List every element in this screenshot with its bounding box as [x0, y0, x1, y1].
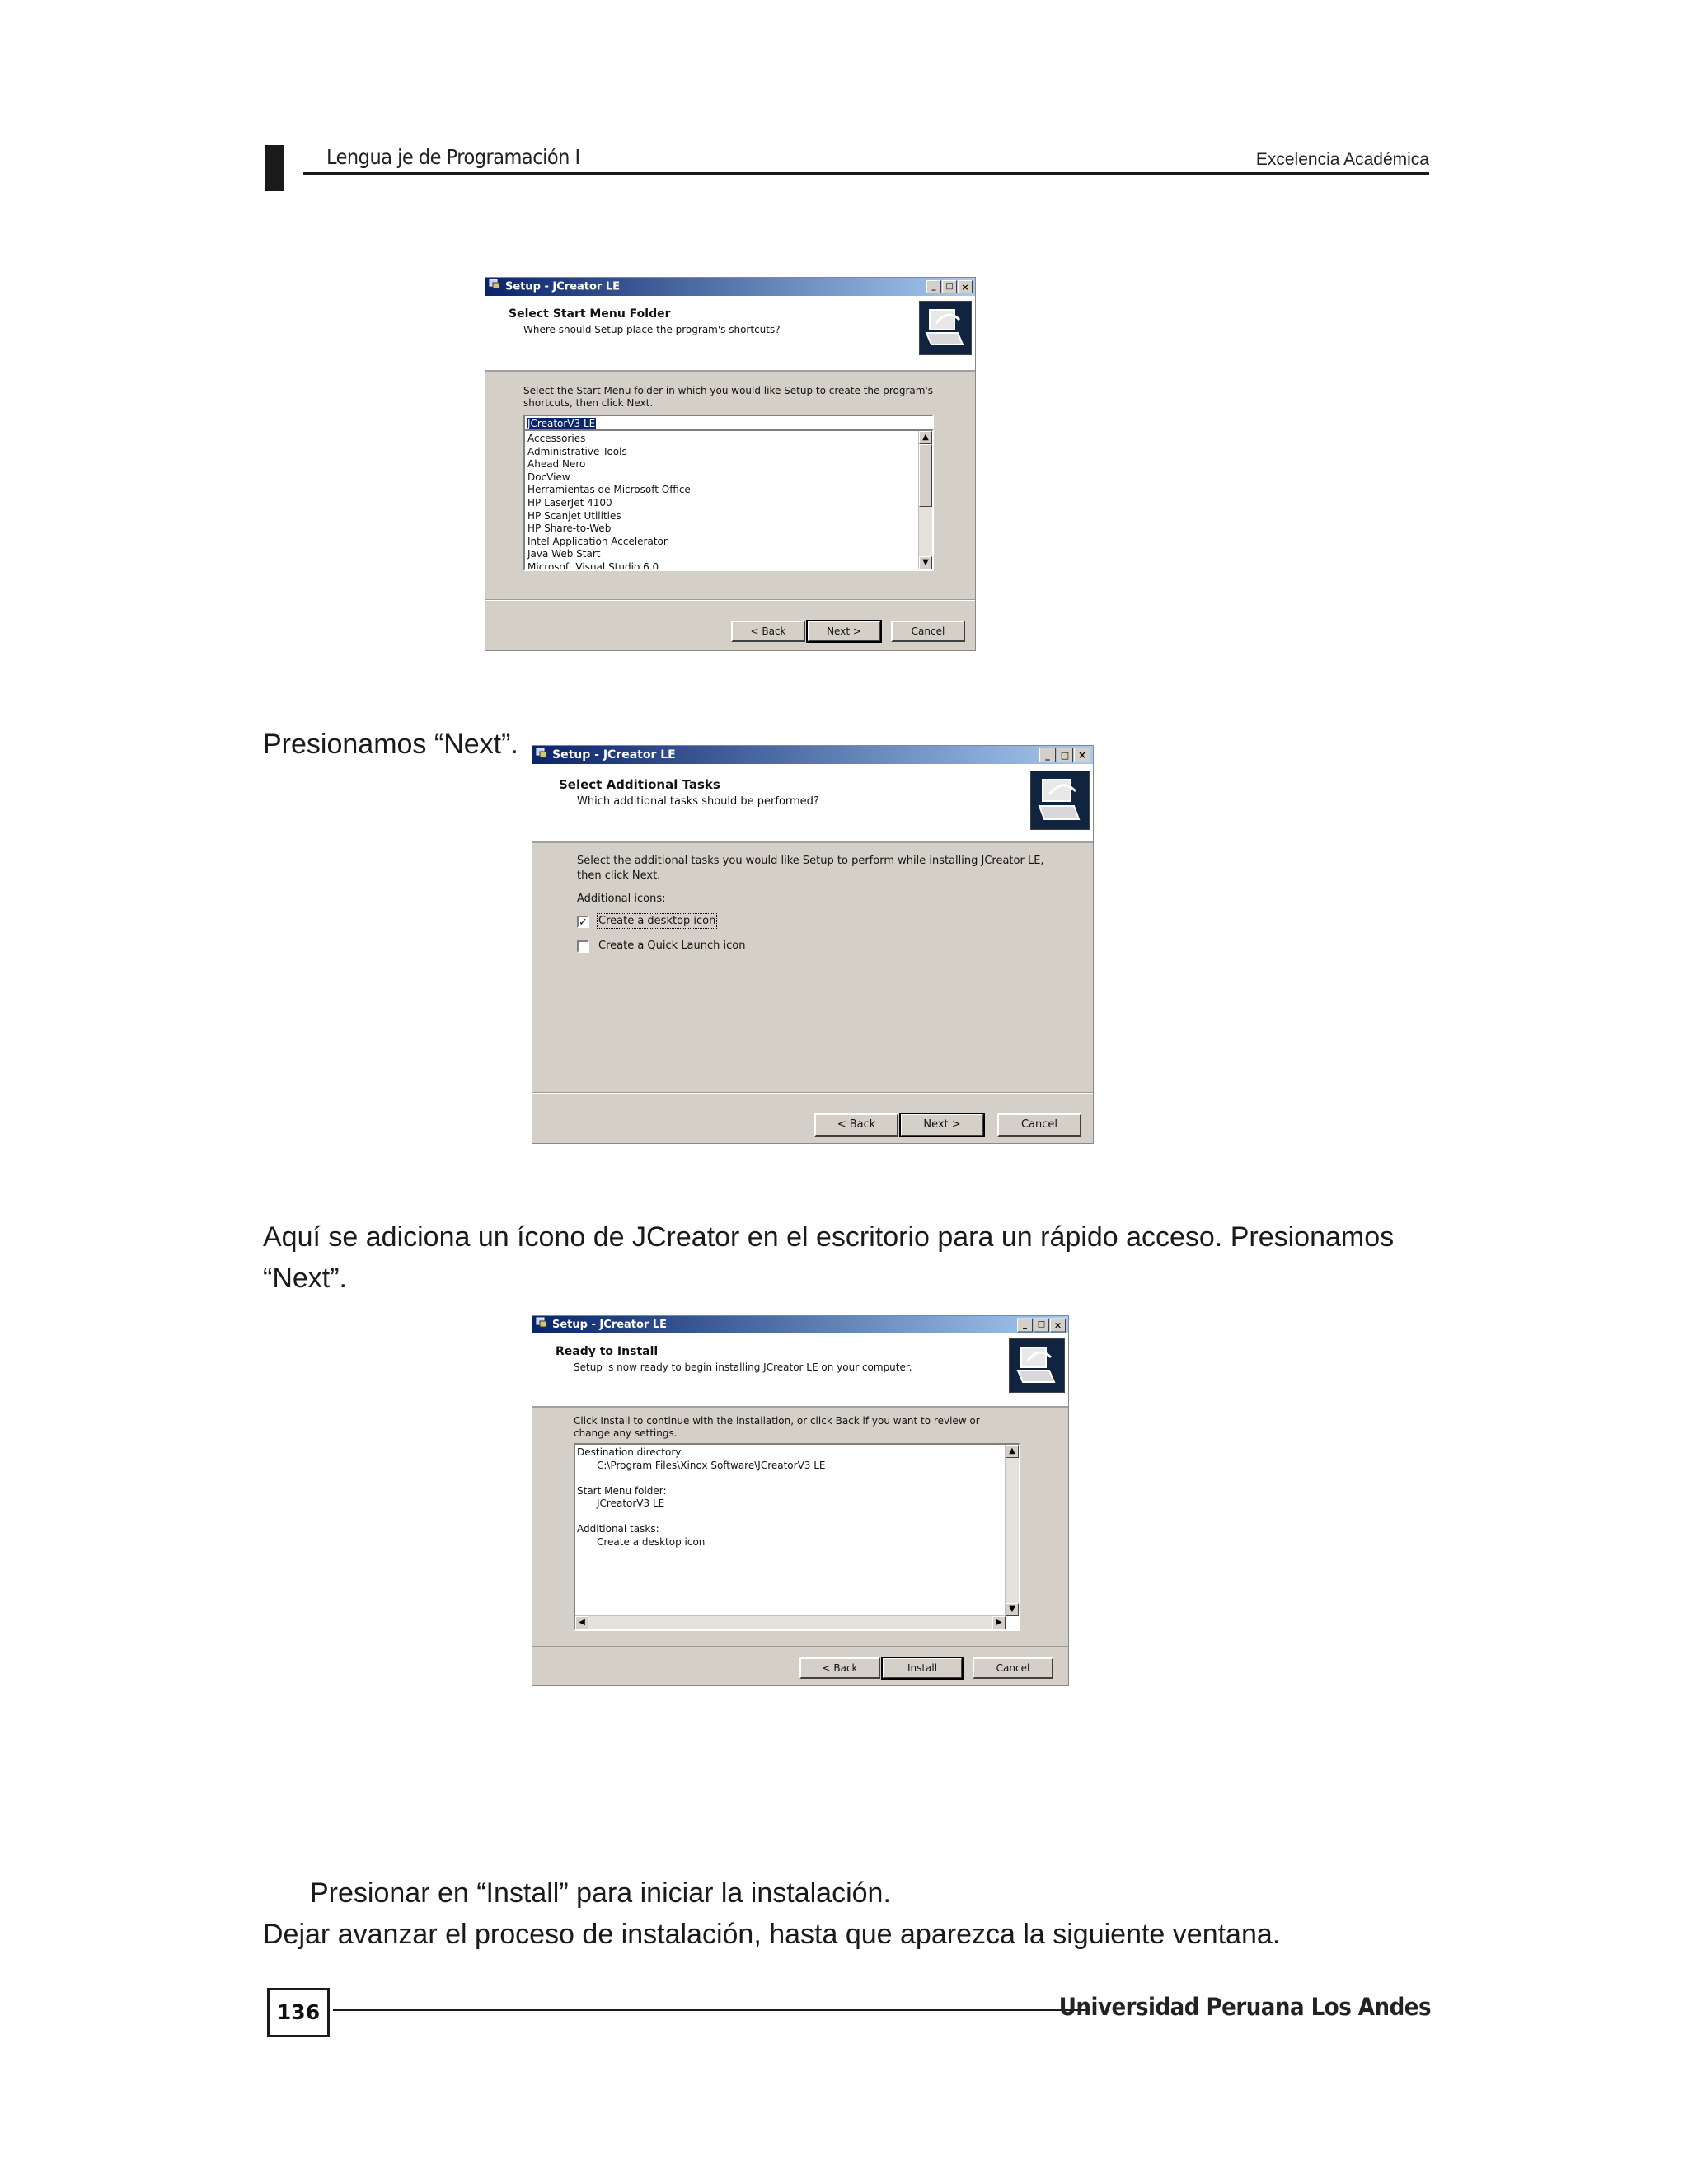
- dialog3-window-controls: [1017, 1318, 1066, 1332]
- dialog3-subheading: Setup is now ready to begin installing JCreator LE on your computer.: [574, 1361, 912, 1373]
- footer-university: Universidad Peruana Los Andes: [1058, 1993, 1431, 2021]
- scroll-down-icon[interactable]: ▼: [919, 556, 932, 569]
- dialog-ready-to-install: [532, 1315, 1069, 1686]
- dialog1-bottom-separator: [485, 599, 975, 601]
- back-button[interactable]: < Back: [799, 1657, 880, 1679]
- minimize-icon[interactable]: _: [1017, 1318, 1033, 1332]
- dialog3-heading: Ready to Install: [556, 1345, 659, 1358]
- list-item[interactable]: Intel Application Accelerator: [528, 535, 668, 547]
- minimize-icon[interactable]: _: [926, 280, 941, 293]
- install-summary-memo[interactable]: [574, 1443, 1020, 1631]
- summary-content: [577, 1446, 826, 1549]
- summary-label: Additional tasks:: [577, 1523, 659, 1535]
- scroll-thumb[interactable]: [919, 444, 932, 507]
- footer-rule: [333, 2009, 1090, 2011]
- list-item[interactable]: Administrative Tools: [528, 445, 627, 457]
- setup-app-icon: [536, 746, 547, 764]
- dialog1-title: Setup - JCreator LE: [505, 280, 621, 293]
- dialog3-banner: [532, 1333, 1068, 1408]
- back-button[interactable]: < Back: [731, 621, 805, 642]
- dialog3-instruction-1: Click Install to continue with the installation, or click Back if you want to review or: [574, 1415, 980, 1427]
- dialog1-banner: [485, 296, 975, 372]
- back-button[interactable]: < Back: [814, 1113, 898, 1137]
- dialog2-window-controls: [1039, 748, 1090, 762]
- dialog1-window-controls: [926, 280, 973, 293]
- dialog2-subheading: Which additional tasks should be performed?: [577, 795, 819, 808]
- setup-computer-icon: [1030, 771, 1090, 830]
- list-item[interactable]: Accessories: [528, 433, 586, 444]
- dialog1-instruction-1: Select the Start Menu folder in which you would like Setup to create the program's: [523, 385, 933, 396]
- dialog2-heading: Select Additional Tasks: [559, 777, 720, 792]
- page-number: 136: [267, 1988, 330, 2037]
- setup-computer-icon: [1009, 1338, 1065, 1393]
- install-button[interactable]: Install: [882, 1657, 963, 1679]
- list-item[interactable]: Ahead Nero: [528, 458, 586, 471]
- start-menu-folder-value: JCreatorV3 LE: [528, 418, 596, 429]
- setup-app-icon: [489, 278, 500, 296]
- close-icon[interactable]: ×: [1074, 748, 1090, 762]
- dialog2-instruction-1: Select the additional tasks you would like Setup to perform while installing JCreator LE,: [577, 855, 1044, 867]
- memo-vertical-scrollbar[interactable]: [1005, 1445, 1019, 1616]
- dialog2-title: Setup - JCreator LE: [552, 748, 676, 762]
- maximize-icon[interactable]: □: [942, 280, 957, 293]
- folder-list-scrollbar[interactable]: [918, 431, 932, 569]
- scroll-down-icon[interactable]: ▼: [1006, 1603, 1019, 1616]
- header-course-title: Lengua je de Programación I: [326, 145, 580, 169]
- dialog2-banner: [532, 764, 1093, 843]
- summary-label: Start Menu folder:: [577, 1484, 667, 1497]
- quick-launch-checkbox[interactable]: [577, 940, 589, 953]
- dialog3-title: Setup - JCreator LE: [552, 1319, 668, 1331]
- list-item[interactable]: Herramientas de Microsoft Office: [528, 484, 691, 496]
- maximize-icon[interactable]: □: [1034, 1318, 1049, 1332]
- dialog1-titlebar[interactable]: [485, 278, 975, 296]
- summary-label: Destination directory:: [577, 1446, 684, 1458]
- scroll-left-icon[interactable]: ◀: [575, 1616, 588, 1629]
- scroll-up-icon[interactable]: ▲: [1006, 1445, 1019, 1458]
- start-menu-folder-list[interactable]: [523, 429, 934, 571]
- minimize-icon[interactable]: _: [1039, 748, 1056, 762]
- list-item[interactable]: HP Share-to-Web: [528, 523, 612, 535]
- dialog1-heading: Select Start Menu Folder: [509, 307, 671, 321]
- dialog3-instruction-2: change any settings.: [574, 1427, 678, 1439]
- cancel-button[interactable]: Cancel: [891, 621, 965, 642]
- dialog3-bottom-separator: [532, 1646, 1068, 1647]
- header-mark: [265, 145, 284, 191]
- cancel-button[interactable]: Cancel: [973, 1657, 1053, 1679]
- header-tagline: Excelencia Académica: [1255, 150, 1429, 169]
- paragraph-installation-progress: Dejar avanzar el proceso de instalación, hasta que aparezca la siguiente ventana.: [263, 1919, 1281, 1950]
- next-button[interactable]: Next >: [807, 621, 881, 642]
- folder-list-items: [528, 433, 691, 571]
- dialog-additional-tasks: [532, 745, 1094, 1144]
- paragraph-press-install: Presionar en “Install” para iniciar la instalación.: [310, 1877, 891, 1909]
- cancel-button[interactable]: Cancel: [997, 1113, 1081, 1137]
- additional-icons-label: Additional icons:: [577, 893, 666, 905]
- close-icon[interactable]: ×: [958, 280, 973, 293]
- summary-value: Create a desktop icon: [597, 1535, 706, 1548]
- setup-app-icon: [536, 1316, 547, 1333]
- desktop-icon-label[interactable]: Create a desktop icon: [598, 915, 716, 927]
- maximize-icon[interactable]: □: [1057, 748, 1073, 762]
- scroll-right-icon[interactable]: ▶: [992, 1616, 1006, 1629]
- list-item[interactable]: HP Scanjet Utilities: [528, 509, 621, 522]
- close-icon[interactable]: ×: [1050, 1318, 1066, 1332]
- dialog2-instruction-2: then click Next.: [577, 869, 661, 882]
- dialog3-titlebar[interactable]: [532, 1316, 1068, 1333]
- dialog2-titlebar[interactable]: [532, 746, 1093, 764]
- quick-launch-label[interactable]: Create a Quick Launch icon: [598, 940, 746, 952]
- scroll-up-icon[interactable]: ▲: [919, 431, 932, 444]
- paragraph-press-next: Presionamos “Next”.: [263, 729, 518, 760]
- next-button[interactable]: Next >: [900, 1113, 984, 1137]
- header-rule: [303, 172, 1429, 175]
- list-item[interactable]: Java Web Start: [528, 548, 601, 560]
- list-item[interactable]: HP LaserJet 4100: [528, 496, 612, 509]
- list-item[interactable]: Microsoft Visual Studio 6.0: [528, 560, 659, 571]
- summary-value: JCreatorV3 LE: [597, 1497, 665, 1509]
- desktop-icon-checkbox[interactable]: ✓: [577, 916, 589, 928]
- dialog1-subheading: Where should Setup place the program's shortcuts?: [523, 324, 781, 335]
- dialog-start-menu-folder: [485, 277, 976, 651]
- summary-value: C:\Program Files\Xinox Software\JCreatorV3 LE: [597, 1459, 826, 1471]
- paragraph-desktop-icon-1: Aquí se adiciona un ícono de JCreator en el escritorio para un rápido acceso. Presionamos: [263, 1221, 1395, 1253]
- list-item[interactable]: DocView: [528, 471, 570, 483]
- paragraph-desktop-icon-2: “Next”.: [263, 1263, 347, 1294]
- memo-horizontal-scrollbar[interactable]: [575, 1615, 1006, 1629]
- setup-computer-icon: [919, 301, 972, 355]
- dialog2-bottom-separator: [532, 1092, 1093, 1094]
- dialog1-instruction-2: shortcuts, then click Next.: [523, 397, 654, 409]
